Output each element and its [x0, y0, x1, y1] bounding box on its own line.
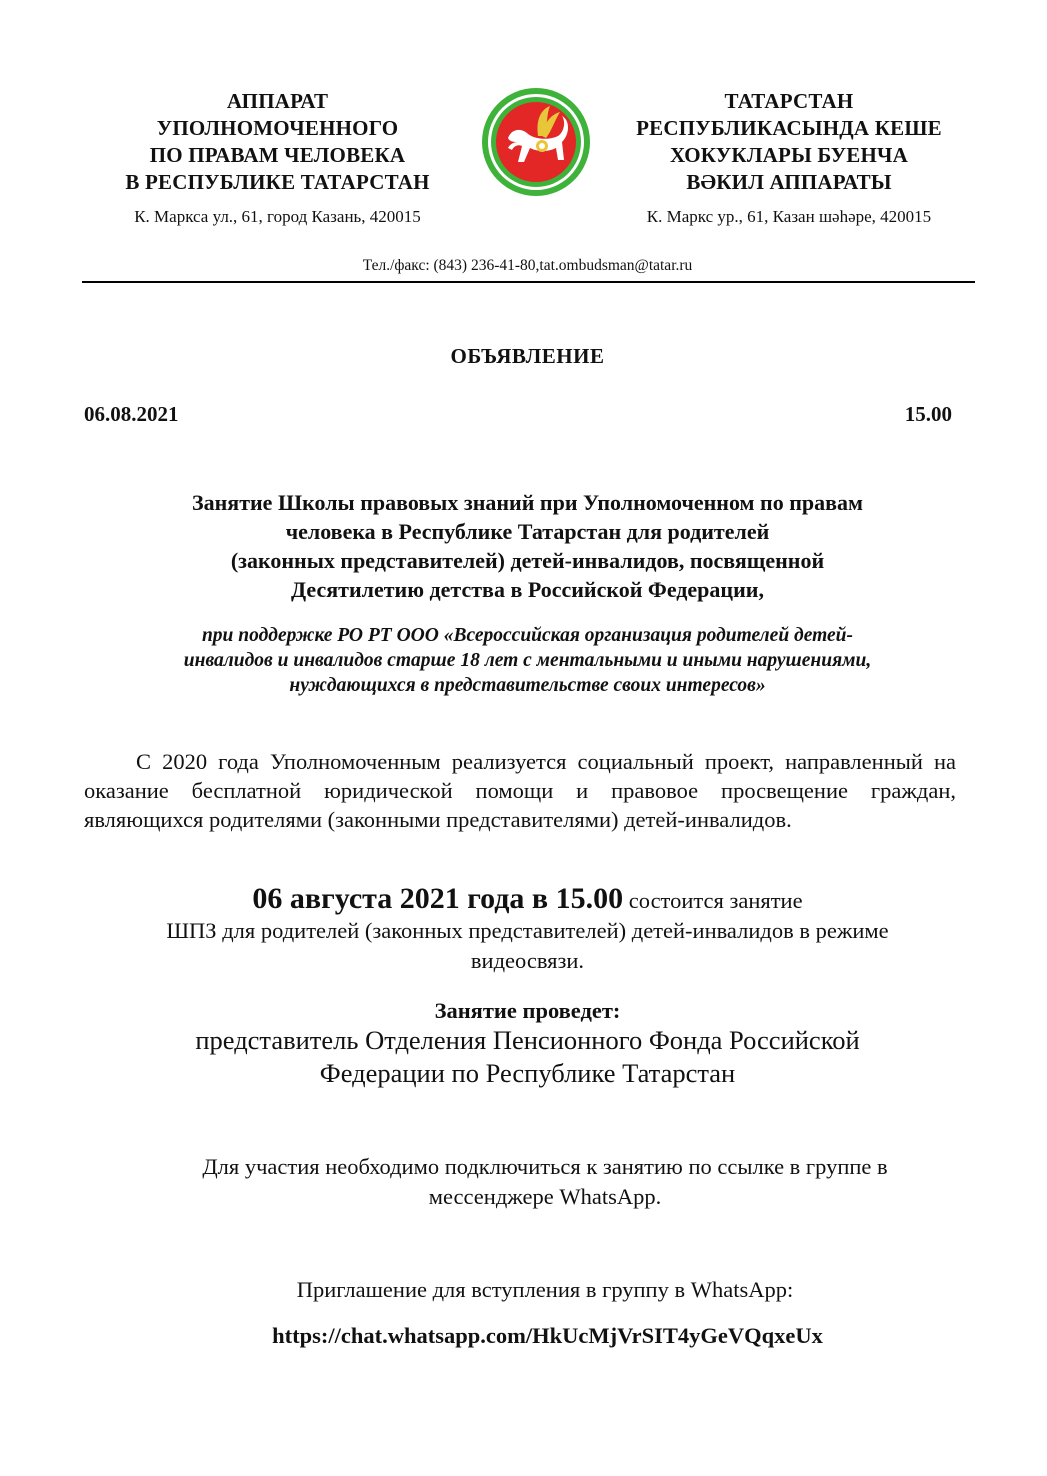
header-right-line: ВӘКИЛ АППАРАТЫ	[686, 170, 892, 194]
announcement-body	[84, 747, 956, 834]
header-left-line: В РЕСПУБЛИКЕ ТАТАРСТАН	[125, 170, 430, 194]
header-right-address: К. Маркс ур., 61, Казан шәһәре, 420015	[646, 207, 932, 226]
header-left-line: ПО ПРАВАМ ЧЕЛОВЕКА	[149, 143, 406, 167]
header-right-line: ТАТАРСТАН	[724, 89, 854, 113]
announcement-time: 15.00	[904, 402, 952, 426]
header-contacts: Тел./факс: (843) 236-41-80,tat.ombudsman@tatar.ru	[362, 257, 693, 274]
header-left-address: К. Маркса ул., 61, город Казань, 420015	[134, 207, 421, 226]
topic-line: Занятие Школы правовых знаний при Уполномоченном по правам	[192, 490, 863, 515]
announcement-topic	[80, 488, 975, 604]
topic-line: Десятилетию детства в Российской Федерации,	[291, 577, 764, 602]
body-text: С 2020 года Уполномоченным реализуется социальный проект, направленный на оказание бесплатной юридической помощи и правовое просвещение граждан, являющихся родителями (законными представителями) детей-инвалидов.	[84, 749, 956, 832]
header-left-line: УПОЛНОМОЧЕННОГО	[156, 116, 399, 140]
header-right-line: РЕСПУБЛИКАСЫНДА КЕШЕ	[636, 116, 942, 140]
topic-line: (законных представителей) детей-инвалидов, посвященной	[230, 548, 825, 573]
header-left-line: АППАРАТ	[226, 89, 329, 113]
whatsapp-invite-label: Приглашение для вступления в группу в WhatsApp:	[296, 1277, 794, 1302]
header-right-org	[600, 88, 978, 196]
support-line: при поддержке РО РТ ООО «Всероссийская организация родителей детей-	[201, 625, 854, 646]
event-details	[80, 884, 975, 976]
tatarstan-emblem-icon	[478, 86, 594, 198]
event-line2: ШПЗ для родителей (законных представителей) детей-инвалидов в режиме	[166, 918, 889, 943]
participation-note	[100, 1152, 990, 1212]
lead-text	[60, 1024, 995, 1090]
note-line1: Для участия необходимо подключиться к занятию по ссылке в группе в	[202, 1154, 888, 1179]
announcement-title: ОБЪЯВЛЕНИЕ	[450, 344, 605, 368]
announcement-support	[80, 623, 975, 698]
topic-line: человека в Республике Татарстан для родителей	[285, 519, 770, 544]
header-right-line: ХОКУКЛАРЫ БУЕНЧА	[669, 143, 909, 167]
note-line2: мессенджере WhatsApp.	[428, 1184, 662, 1209]
announcement-date: 06.08.2021	[84, 402, 179, 426]
support-line: нуждающихся в представительстве своих интересов»	[289, 675, 766, 696]
event-highlight: 06 августа 2021 года в 15.00	[252, 882, 624, 915]
lead-line2: Федерации по Республике Татарстан	[319, 1058, 736, 1088]
support-line: инвалидов и инвалидов старше 18 лет с ментальными и иными нарушениями,	[183, 650, 872, 671]
whatsapp-group-link[interactable]: https://chat.whatsapp.com/HkUcMjVrSIT4yGeVQqxeUx	[272, 1323, 823, 1348]
lead-title: Занятие проведет:	[434, 998, 621, 1023]
event-line1	[80, 884, 975, 916]
header-divider	[82, 281, 975, 283]
event-rest: состоится занятие	[623, 888, 803, 913]
header-left-org	[80, 88, 475, 196]
event-line3: видеосвязи.	[470, 948, 585, 973]
lead-line1: представитель Отделения Пенсионного Фонда Российской	[195, 1025, 860, 1055]
